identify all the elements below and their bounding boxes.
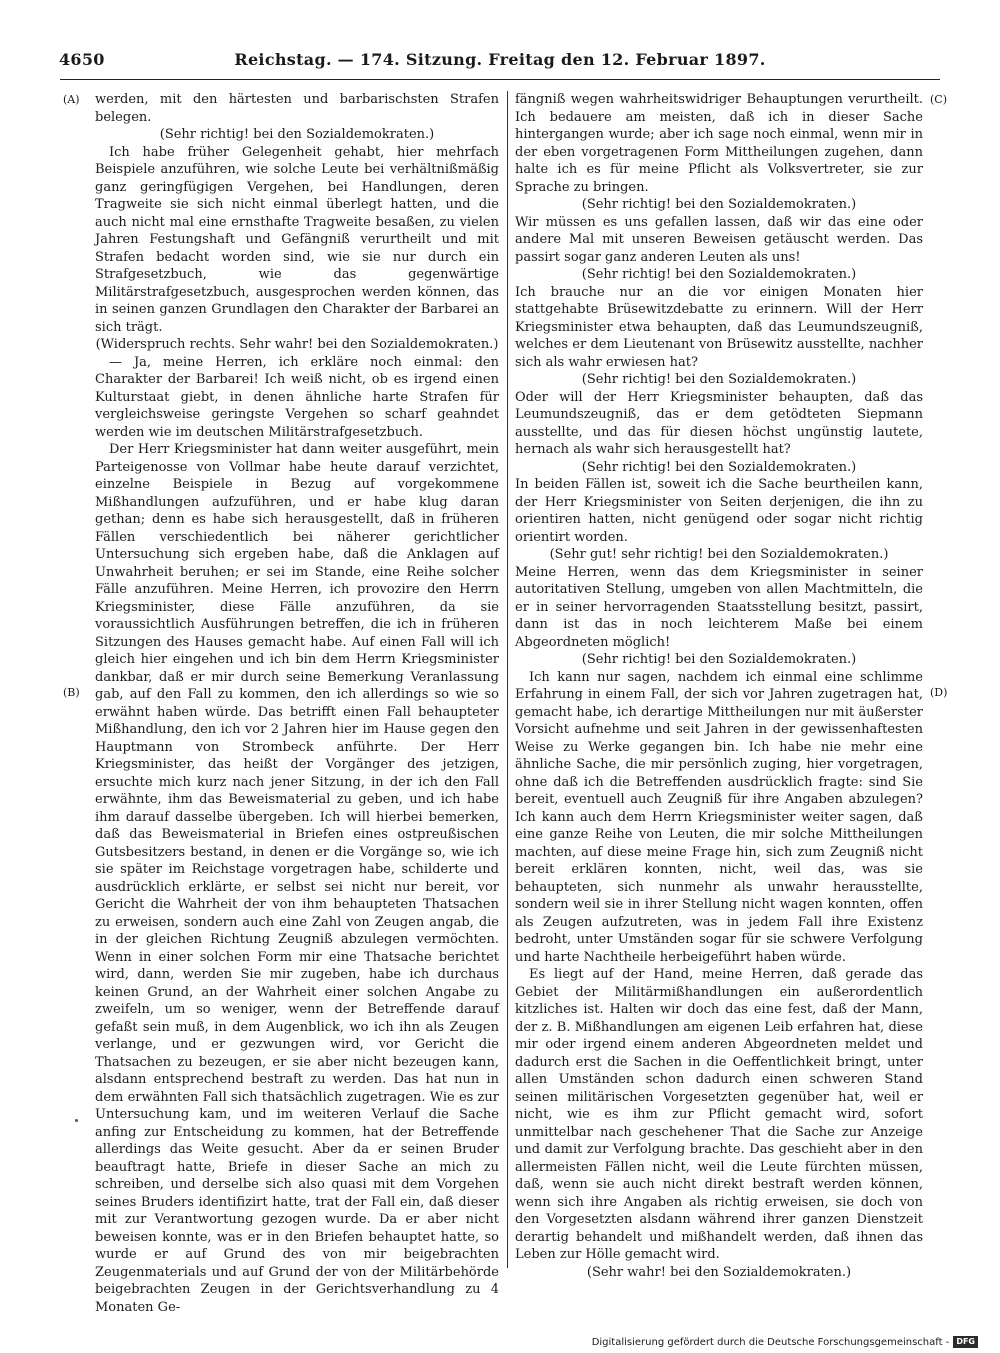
- paragraph: Ich habe früher Gelegenheit gehabt, hier mehrfach Beispiele anzuführen, wie solche Leute bei verhältnißmäßig ganz geringfügigen Vergehen, bei Handlungen, deren Tragweite sie sich nicht einmal überlegt hatten, und die auch nicht mal eine ernsthafte Tragweite besaßen, zu vielen Jahren Festungshaft und Gefängniß verurtheilt und mit Strafen bedacht worden sind, wie sie nur durch ein Strafgesetzbuch, wie das gegenwärtige Militärstrafgesetzbuch, ausgesprochen werden können, das in seinen ganzen Grundlagen den Charakter der Barbarei an sich trägt.: [95, 144, 499, 335]
- interjection: (Widerspruch rechts. Sehr wahr! bei den Sozialdemokraten.): [95, 337, 499, 352]
- interjection: (Sehr richtig! bei den Sozialdemokraten.): [159, 127, 435, 142]
- column-divider: [507, 91, 508, 1268]
- interjection: (Sehr richtig! bei den Sozialdemokraten.): [581, 372, 857, 387]
- paragraph: Oder will der Herr Kriegsminister behaupten, daß das Leumundszeugniß, das er dem getödteten Siepmann ausstellte, und das für diesen höchst ungünstig lautete, hernach als wahr sich herausgestellt hat?: [515, 389, 923, 457]
- paragraph: Ich kann nur sagen, nachdem ich einmal eine schlimme Erfahrung in einem Fall, der sich vor Jahren zugetragen hat, gemacht habe, ich derartige Mittheilungen nur mit äußerster Vorsicht aufnehme und seit Jahren in der gewissenhaftesten Weise zu Werke gegangen bin. Ich habe nie mehr eine ähnliche Sache, die mir persönlich zuging, hier vorgetragen, ohne daß ich die Betreffenden ausdrücklich fragte: sind Sie bereit, eventuell auch Zeugniß für ihre Angaben abzulegen? Ich kann auch dem Herrn Kriegsminister weiter sagen, daß eine ganze Reihe von Leuten, die mir solche Mittheilungen machten, auf diese meine Frage hin, sich zum Zeugniß nicht bereit erklären konnten, nicht, weil das, was sie behaupteten, sich nunmehr als unwahr herausstellte, sondern weil sie in ihrer Stellung nicht wagen konnten, offen als Zeugen aufzutreten, was in jedem Fall ihre Existenz bedroht, unter Umständen sogar für sie schwere Verfolgung und harte Nachtheile herbeigeführt haben würde.: [515, 669, 923, 965]
- paragraph: Wir müssen es uns gefallen lassen, daß wir das eine oder andere Mal mit unseren Beweisen getäuscht werden. Das passirt sogar ganz anderen Leuten als uns!: [515, 214, 923, 265]
- interjection: (Sehr richtig! bei den Sozialdemokraten.): [581, 197, 857, 212]
- paragraph: In beiden Fällen ist, soweit ich die Sache beurtheilen kann, der Herr Kriegsminister von Seiten derjenigen, die ihn zu orientiren hatten, nicht genügend oder sogar nicht richtig orientirt worden.: [515, 477, 923, 545]
- page-number: 4650: [59, 50, 105, 69]
- paragraph: Es liegt auf der Hand, meine Herren, daß gerade das Gebiet der Militärmißhandlungen ein außerordentlich kitzliches ist. Halten wir doch das eine fest, daß der Mann, der z. B. Mißhandlungen am eigenen Leib erfahren hat, diese mir oder irgend einem anderen Abgeordneten meldet und dadurch erst die Sachen in die Oeffentlichkeit bringt, unter allen Umständen schon dadurch einen schweren Stand seinen militärischen Vorgesetzten gegenüber hat, weil er nicht, wie es ihm zur Pflicht gemacht wird, sofort unmittelbar nach geschehener That die Sache zur Anzeige und damit zur Verfolgung brachte. Das geschieht aber in den allermeisten Fällen nicht, weil die Leute fürchten müssen, daß, wenn sie auch nicht direkt bestraft werden können, wenn sich ihre Angaben als richtig erweisen, sie doch von den Vorgesetzten alsdann während ihrer ganzen Dienstzeit derartig behandelt und mißhandelt werden, daß ihnen das Leben zur Hölle gemacht wird.: [515, 967, 923, 1262]
- margin-dot: [75, 1119, 78, 1122]
- paragraph: — Ja, meine Herren, ich erkläre noch einmal: den Charakter der Barbarei! Ich weiß nicht, ob es irgend einen Kulturstaat giebt, in denen ähnliche harte Strafen für vergleichsweise geringste Vergehen so scharf geahndet werden wie im deutschen Militärstrafgesetzbuch.: [95, 354, 499, 440]
- margin-marker-a: (A): [63, 93, 80, 106]
- margin-marker-b: (B): [63, 686, 80, 699]
- dfg-logo: DFG: [953, 1336, 978, 1348]
- interjection: (Sehr richtig! bei den Sozialdemokraten.): [581, 267, 857, 282]
- margin-marker-d: (D): [930, 686, 948, 699]
- paragraph: Der Herr Kriegsminister hat dann weiter ausgeführt, mein Parteigenosse von Vollmar habe heute darauf verzichtet, einzelne Beispiele in Bezug auf vorgekommene Mißhandlungen aufzuführen, und er habe klug daran gethan; denn es habe sich herausgestellt, daß in früheren Fällen verschiedentlich bei näherer gerichtlicher Untersuchung sich ergeben habe, daß die Anklagen auf Unwahrheit beruhen; er sei im Stande, eine Reihe solcher Fälle anzuführen. Meine Herren, ich provozire den Herrn Kriegsminister, diese Fälle anzuführen, da sie voraussichtlich Ausführungen betreffen, die ich in früheren Sitzungen des Hauses gemacht habe. Auf einen Fall will ich gleich hier eingehen und ich bin dem Herrn Kriegsminister dankbar, daß er mir durch seine Bemerkung Veranlassung gab, auf den Fall zu kommen, den ich allerdings so wie so erwähnt haben würde. Das betrifft einen Fall behaupteter Mißhandlung, den ich vor 2 Jahren hier im Hause gegen den Hauptmann von Strombeck anführte. Der Herr Kriegsminister, das heißt der Vorgänger des jetzigen, ersuchte mich kurz nach jener Sitzung, in der ich den Fall erwähnte, ihm das Beweismaterial zu geben, und ich habe ihm darauf dasselbe übergeben. Ich will hierbei bemerken, daß das Beweismaterial in Briefen eines ostpreußischen Gutsbesitzers bestand, in denen er die Vorgänge so, wie ich sie später im Reichstage vorgetragen habe, schilderte und ausdrücklich erklärte, er selbst sei nicht nur bereit, vor Gericht die Wahrheit der von ihm behaupteten Thatsachen zu erweisen, sondern auch eine Zahl von Zeugen angab, die in der gleichen Richtung Zeugniß abzulegen vermöchten. Wenn in einer solchen Form mir eine Thatsache berichtet wird, dann, werden Sie mir zugeben, habe ich durchaus keinen Grund, an der Wahrheit einer solchen Angabe zu zweifeln, um so weniger, wenn der Betreffende darauf gefaßt sein muß, in dem Augenblick, wo ich ihn als Zeugen verlange, und er gezwungen wird, vor Gericht die Thatsachen zu bezeugen, er sie aber nicht bezeugen kann, alsdann entsprechend bestraft zu werden. Das hat nun in dem erwähnten Fall sich thatsächlich zugetragen. Wie es zur Untersuchung kam, und im weiteren Verlauf die Sache anfing zur Entscheidung zu kommen, hat der Betreffende allerdings das Weite gesucht. Aber da er seinen Bruder beauftragt hatte, Briefe in dieser Sache an mich zu schreiben, und derselbe sich also quasi mit dem Vorgehen seines Bruders identifizirt hatte, trat der Fall ein, daß dieser mit zur Verantwortung gezogen wurde. Da er aber nicht beweisen konnte, was er in den Briefen behauptet hatte, so wurde er auf Grund des von mir beigebrachten Zeugenmaterials und auf Grund der von der Militärbehörde beigebrachten Zeugen in der Gerichtsverhandlung zu 4 Monaten Ge-: [95, 442, 499, 1315]
- right-column: [515, 91, 923, 1280]
- paragraph: Meine Herren, wenn das dem Kriegsminister in seiner autoritativen Stellung, umgeben von allen Machtmitteln, die er in seiner hervorragenden Staatsstellung besitzt, passirt, dann ist das in noch leichterem Maße bei einem Abgeordneten möglich!: [515, 564, 923, 650]
- interjection: (Sehr wahr! bei den Sozialdemokraten.): [586, 1264, 852, 1280]
- interjection: (Sehr gut! sehr richtig! bei den Sozialdemokraten.): [549, 547, 889, 562]
- paragraph: fängniß wegen wahrheitswidriger Behauptungen verurtheilt. Ich bedauere am meisten, daß ich in dieser Sache hintergangen wurde; aber ich sage noch einmal, wenn mir in der eben vorgetragenen Form Mittheilungen zugehen, dann halte ich es für meine Pflicht als Volksvertreter, sie zur Sprache zu bringen.: [515, 92, 923, 195]
- page-footer: [592, 1336, 978, 1348]
- interjection: (Sehr richtig! bei den Sozialdemokraten.): [581, 459, 857, 475]
- paragraph: werden, mit den härtesten und barbarischsten Strafen belegen.: [95, 92, 499, 125]
- left-column: [95, 91, 499, 1315]
- page-title: Reichstag. — 174. Sitzung. Freitag den 12. Februar 1897.: [234, 50, 766, 69]
- digitization-credit: Digitalisierung gefördert durch die Deutsche Forschungsgemeinschaft -: [591, 1336, 950, 1348]
- page-header: [55, 48, 945, 72]
- header-rule: [60, 79, 940, 80]
- interjection: (Sehr richtig! bei den Sozialdemokraten.): [581, 652, 857, 667]
- margin-marker-c: (C): [930, 93, 947, 106]
- paragraph: Ich brauche nur an die vor einigen Monaten hier stattgehabte Brüsewitzdebatte zu erinnern. Will der Herr Kriegsminister etwa behaupten, daß das Leumundszeugniß, welches er dem Lieutenant von Brüsewitz ausstellte, nachher sich als wahr erwiesen hat?: [515, 284, 923, 370]
